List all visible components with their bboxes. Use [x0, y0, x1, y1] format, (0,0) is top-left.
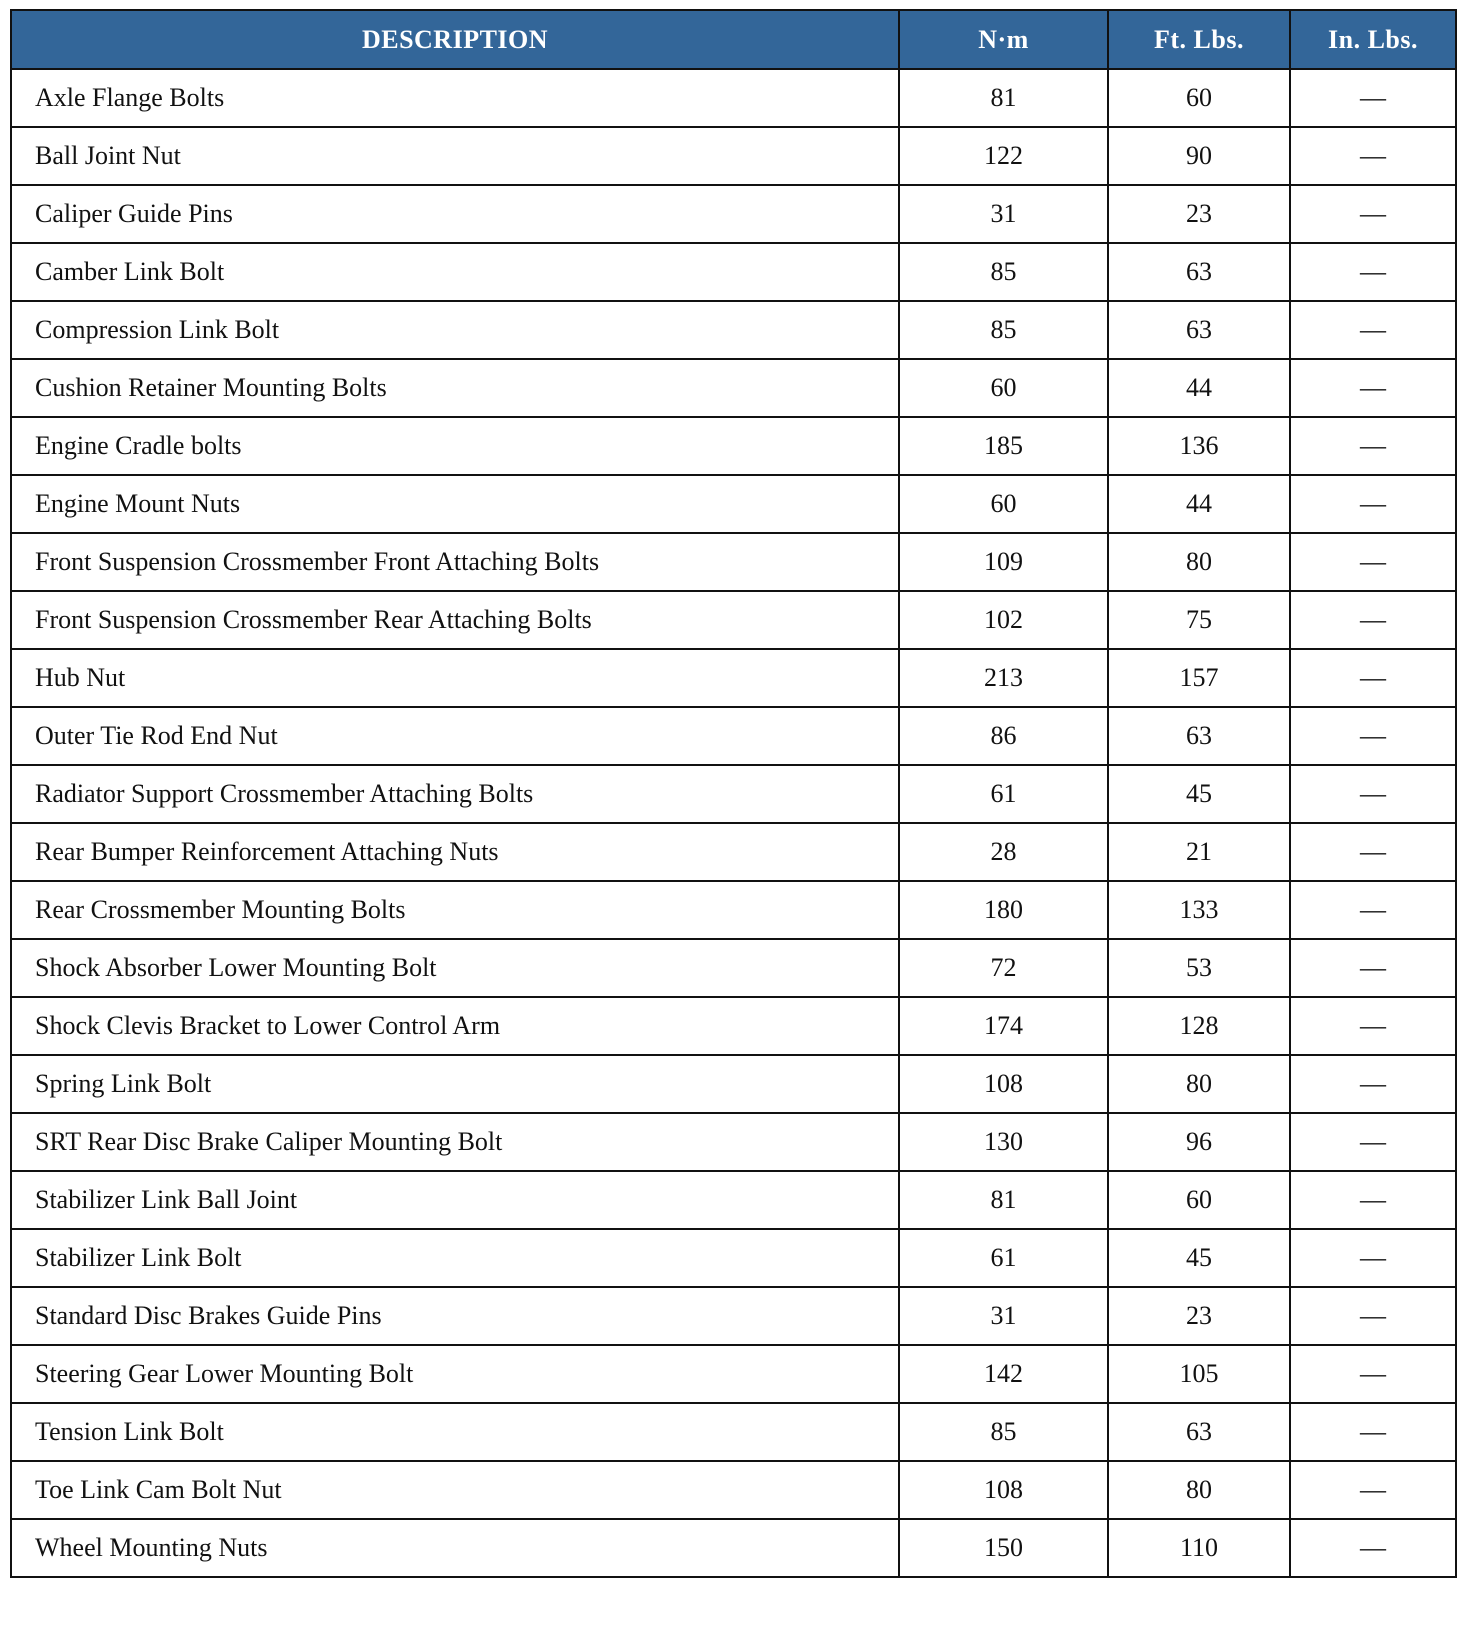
nm-cell: 31 [899, 1287, 1108, 1345]
table-row [11, 475, 1456, 533]
nm-cell: 130 [899, 1113, 1108, 1171]
ft-lbs-cell: 110 [1108, 1519, 1290, 1577]
table-row [11, 185, 1456, 243]
ft-lbs-cell: 60 [1108, 69, 1290, 127]
nm-cell: 174 [899, 997, 1108, 1055]
header-ft-lbs: Ft. Lbs. [1108, 10, 1290, 69]
in-lbs-cell: — [1290, 1055, 1456, 1113]
nm-cell: 213 [899, 649, 1108, 707]
description-cell: Standard Disc Brakes Guide Pins [11, 1287, 899, 1345]
in-lbs-cell: — [1290, 301, 1456, 359]
nm-cell: 81 [899, 69, 1108, 127]
table-row [11, 1229, 1456, 1287]
ft-lbs-cell: 21 [1108, 823, 1290, 881]
in-lbs-cell: — [1290, 243, 1456, 301]
description-cell: Engine Mount Nuts [11, 475, 899, 533]
ft-lbs-cell: 80 [1108, 533, 1290, 591]
in-lbs-cell: — [1290, 1345, 1456, 1403]
in-lbs-cell: — [1290, 649, 1456, 707]
ft-lbs-cell: 63 [1108, 1403, 1290, 1461]
description-cell: Tension Link Bolt [11, 1403, 899, 1461]
table-row [11, 1287, 1456, 1345]
nm-cell: 61 [899, 1229, 1108, 1287]
ft-lbs-cell: 63 [1108, 707, 1290, 765]
ft-lbs-cell: 23 [1108, 1287, 1290, 1345]
description-cell: Rear Crossmember Mounting Bolts [11, 881, 899, 939]
ft-lbs-cell: 96 [1108, 1113, 1290, 1171]
in-lbs-cell: — [1290, 591, 1456, 649]
table-row [11, 765, 1456, 823]
table-row [11, 707, 1456, 765]
table-row [11, 997, 1456, 1055]
description-cell: Rear Bumper Reinforcement Attaching Nuts [11, 823, 899, 881]
nm-cell: 108 [899, 1055, 1108, 1113]
table-row [11, 591, 1456, 649]
in-lbs-cell: — [1290, 475, 1456, 533]
nm-cell: 60 [899, 475, 1108, 533]
nm-cell: 72 [899, 939, 1108, 997]
description-cell: Camber Link Bolt [11, 243, 899, 301]
nm-cell: 81 [899, 1171, 1108, 1229]
table-row [11, 881, 1456, 939]
nm-cell: 142 [899, 1345, 1108, 1403]
table-row [11, 359, 1456, 417]
ft-lbs-cell: 157 [1108, 649, 1290, 707]
description-cell: Shock Absorber Lower Mounting Bolt [11, 939, 899, 997]
ft-lbs-cell: 105 [1108, 1345, 1290, 1403]
nm-cell: 85 [899, 1403, 1108, 1461]
table-row [11, 1519, 1456, 1577]
description-cell: Front Suspension Crossmember Rear Attaching Bolts [11, 591, 899, 649]
description-cell: Outer Tie Rod End Nut [11, 707, 899, 765]
ft-lbs-cell: 60 [1108, 1171, 1290, 1229]
ft-lbs-cell: 63 [1108, 301, 1290, 359]
ft-lbs-cell: 45 [1108, 1229, 1290, 1287]
in-lbs-cell: — [1290, 185, 1456, 243]
description-cell: Wheel Mounting Nuts [11, 1519, 899, 1577]
nm-cell: 85 [899, 301, 1108, 359]
table-row [11, 1345, 1456, 1403]
torque-spec-table [10, 9, 1457, 1578]
in-lbs-cell: — [1290, 359, 1456, 417]
header-row [11, 10, 1456, 69]
nm-cell: 109 [899, 533, 1108, 591]
description-cell: Engine Cradle bolts [11, 417, 899, 475]
header-nm: N·m [899, 10, 1108, 69]
in-lbs-cell: — [1290, 707, 1456, 765]
description-cell: Front Suspension Crossmember Front Attaching Bolts [11, 533, 899, 591]
table-row [11, 1113, 1456, 1171]
description-cell: Axle Flange Bolts [11, 69, 899, 127]
in-lbs-cell: — [1290, 1287, 1456, 1345]
in-lbs-cell: — [1290, 1171, 1456, 1229]
nm-cell: 85 [899, 243, 1108, 301]
description-cell: Cushion Retainer Mounting Bolts [11, 359, 899, 417]
nm-cell: 180 [899, 881, 1108, 939]
in-lbs-cell: — [1290, 127, 1456, 185]
table-row [11, 1403, 1456, 1461]
ft-lbs-cell: 90 [1108, 127, 1290, 185]
description-cell: SRT Rear Disc Brake Caliper Mounting Bolt [11, 1113, 899, 1171]
ft-lbs-cell: 133 [1108, 881, 1290, 939]
nm-cell: 102 [899, 591, 1108, 649]
ft-lbs-cell: 53 [1108, 939, 1290, 997]
table-row [11, 127, 1456, 185]
description-cell: Hub Nut [11, 649, 899, 707]
table-row [11, 243, 1456, 301]
nm-cell: 150 [899, 1519, 1108, 1577]
description-cell: Stabilizer Link Ball Joint [11, 1171, 899, 1229]
description-cell: Toe Link Cam Bolt Nut [11, 1461, 899, 1519]
table-row [11, 1055, 1456, 1113]
ft-lbs-cell: 75 [1108, 591, 1290, 649]
description-cell: Shock Clevis Bracket to Lower Control Arm [11, 997, 899, 1055]
ft-lbs-cell: 23 [1108, 185, 1290, 243]
table-row [11, 1171, 1456, 1229]
description-cell: Ball Joint Nut [11, 127, 899, 185]
in-lbs-cell: — [1290, 417, 1456, 475]
in-lbs-cell: — [1290, 939, 1456, 997]
in-lbs-cell: — [1290, 1461, 1456, 1519]
header-description: DESCRIPTION [11, 10, 899, 69]
table-row [11, 533, 1456, 591]
description-cell: Caliper Guide Pins [11, 185, 899, 243]
table-row [11, 69, 1456, 127]
table-row [11, 301, 1456, 359]
ft-lbs-cell: 63 [1108, 243, 1290, 301]
ft-lbs-cell: 136 [1108, 417, 1290, 475]
description-cell: Radiator Support Crossmember Attaching Bolts [11, 765, 899, 823]
table-row [11, 823, 1456, 881]
nm-cell: 108 [899, 1461, 1108, 1519]
in-lbs-cell: — [1290, 1403, 1456, 1461]
in-lbs-cell: — [1290, 1113, 1456, 1171]
ft-lbs-cell: 45 [1108, 765, 1290, 823]
nm-cell: 86 [899, 707, 1108, 765]
in-lbs-cell: — [1290, 1229, 1456, 1287]
nm-cell: 185 [899, 417, 1108, 475]
in-lbs-cell: — [1290, 533, 1456, 591]
table-row [11, 1461, 1456, 1519]
description-cell: Stabilizer Link Bolt [11, 1229, 899, 1287]
in-lbs-cell: — [1290, 765, 1456, 823]
in-lbs-cell: — [1290, 1519, 1456, 1577]
description-cell: Compression Link Bolt [11, 301, 899, 359]
nm-cell: 60 [899, 359, 1108, 417]
header-in-lbs: In. Lbs. [1290, 10, 1456, 69]
nm-cell: 61 [899, 765, 1108, 823]
description-cell: Steering Gear Lower Mounting Bolt [11, 1345, 899, 1403]
in-lbs-cell: — [1290, 823, 1456, 881]
ft-lbs-cell: 128 [1108, 997, 1290, 1055]
in-lbs-cell: — [1290, 69, 1456, 127]
nm-cell: 31 [899, 185, 1108, 243]
in-lbs-cell: — [1290, 881, 1456, 939]
table-row [11, 417, 1456, 475]
nm-cell: 28 [899, 823, 1108, 881]
nm-cell: 122 [899, 127, 1108, 185]
description-cell: Spring Link Bolt [11, 1055, 899, 1113]
ft-lbs-cell: 44 [1108, 475, 1290, 533]
in-lbs-cell: — [1290, 997, 1456, 1055]
table-row [11, 939, 1456, 997]
table-row [11, 649, 1456, 707]
ft-lbs-cell: 44 [1108, 359, 1290, 417]
ft-lbs-cell: 80 [1108, 1055, 1290, 1113]
ft-lbs-cell: 80 [1108, 1461, 1290, 1519]
